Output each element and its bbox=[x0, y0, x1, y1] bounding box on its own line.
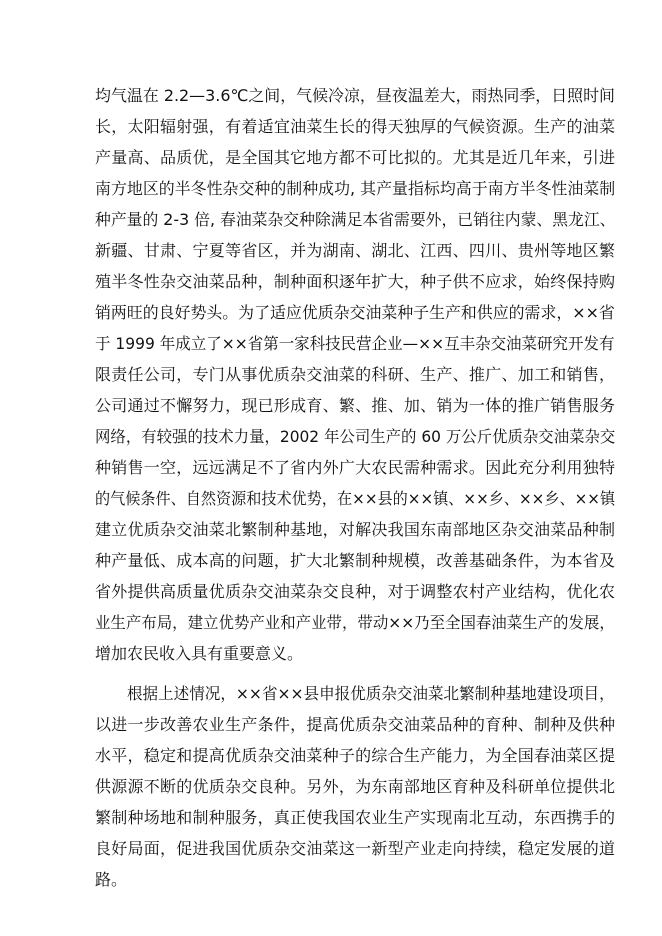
paragraph-1-line: 公司通过不懈努力，现已形成育、繁、推、加、销为一体的推广销售服务 bbox=[95, 396, 616, 415]
paragraph-2-line: 良好局面，促进我国优质杂交油菜这一新型产业走向持续，稳定发展的道 bbox=[95, 839, 616, 858]
paragraph-1-line: 种产量低、成本高的问题，扩大北繁制种规模，改善基础条件，为本省及 bbox=[95, 551, 616, 570]
paragraph-1-line: 业生产布局，建立优势产业和产业带，带动××乃至全国春油菜生产的发展， bbox=[95, 613, 615, 632]
paragraph-2-line: 水平，稳定和提高优质杂交油菜种子的综合生产能力，为全国春油菜区提 bbox=[95, 746, 616, 765]
paragraph-2-line: 以进一步改善农业生产条件，提高优质杂交油菜品种的育种、制种及供种 bbox=[95, 715, 616, 734]
paragraph-2-line: 路。 bbox=[95, 870, 128, 889]
paragraph-1-line: 均气温在 2.2—3.6℃之间，气候冷凉，昼夜温差大，雨热同季，日照时间 bbox=[95, 86, 615, 105]
paragraph-1-line: 销两旺的良好势头。为了适应优质杂交油菜种子生产和供应的需求，××省 bbox=[95, 303, 615, 322]
paragraph-2-line: 根据上述情况，××省××县申报优质杂交油菜北繁制种基地建设项目， bbox=[127, 684, 615, 703]
paragraph-1-line: 种产量的 2-3 倍, 春油菜杂交种除满足本省需要外，已销往内蒙、黑龙江、 bbox=[95, 210, 616, 229]
paragraph-1-line: 省外提供高质量优质杂交油菜杂交良种，对于调整农村产业结构，优化农 bbox=[95, 582, 616, 601]
paragraph-1-line: 网络，有较强的技术力量，2002 年公司生产的 60 万公斤优质杂交油菜杂交 bbox=[95, 427, 616, 446]
paragraph-1-line: 的气候条件、自然资源和技术优势，在××县的××镇、××乡、××乡、××镇 bbox=[95, 489, 616, 508]
paragraph-1-line: 建立优质杂交油菜北繁制种基地，对解决我国东南部地区杂交油菜品种制 bbox=[95, 520, 616, 539]
paragraph-2-line: 供源源不断的优质杂交良种。另外，为东南部地区育种及科研单位提供北 bbox=[95, 777, 616, 796]
paragraph-1-line: 限责任公司，专门从事优质杂交油菜的科研、生产、推广、加工和销售， bbox=[95, 365, 616, 384]
paragraph-2-line: 繁制种场地和制种服务，真正使我国农业生产实现南北互动，东西携手的 bbox=[95, 808, 616, 827]
paragraph-1-line: 殖半冬性杂交油菜品种，制种面积逐年扩大，种子供不应求，始终保持购 bbox=[95, 272, 616, 291]
paragraph-1-line: 新疆、甘肃、宁夏等省区，并为湖南、湖北、江西、四川、贵州等地区繁 bbox=[95, 241, 616, 260]
paragraph-1-line: 种销售一空，远远满足不了省内外广大农民需种需求。因此充分利用独特 bbox=[95, 458, 616, 477]
paragraph-1-line: 南方地区的半冬性杂交种的制种成功, 其产量指标均高于南方半冬性油菜制 bbox=[95, 179, 616, 198]
paragraph-1-line: 于 1999 年成立了××省第一家科技民营企业—××互丰杂交油菜研究开发有 bbox=[95, 334, 615, 353]
paragraph-1-line: 长，太阳辐射强，有着适宜油菜生长的得天独厚的气候资源。生产的油菜 bbox=[95, 117, 616, 136]
paragraph-1-line: 增加农民收入具有重要意义。 bbox=[95, 644, 304, 663]
paragraph-1-line: 产量高、品质优，是全国其它地方都不可比拟的。尤其是近几年来，引进 bbox=[95, 148, 616, 167]
